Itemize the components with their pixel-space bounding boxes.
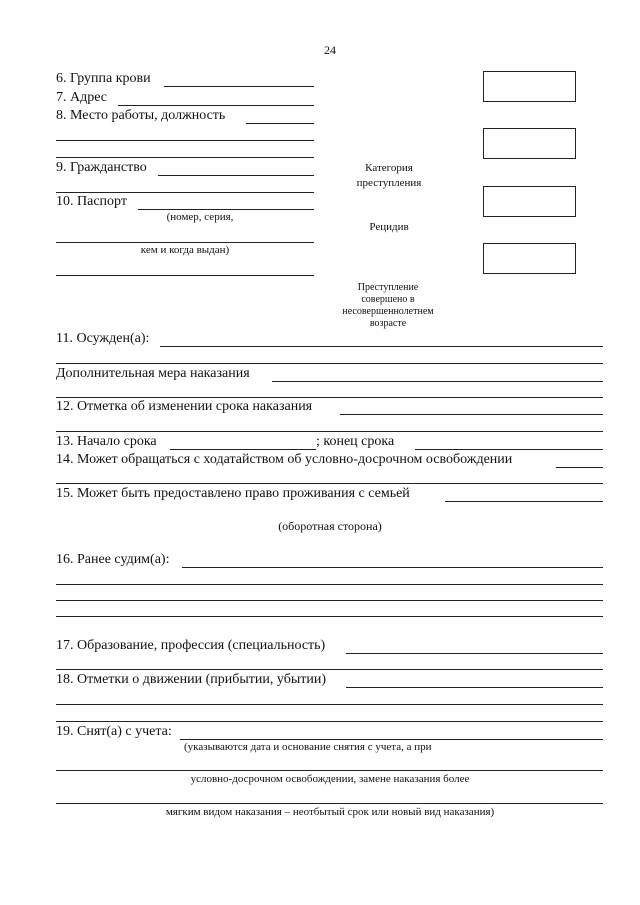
deregistered-label: 19. Снят(а) с учета: (56, 724, 172, 739)
blood-group-label: 6. Группа крови (56, 71, 151, 86)
previously-convicted-line-3[interactable] (56, 600, 603, 601)
workplace-label: 8. Место работы, должность (56, 108, 226, 123)
previously-convicted-field[interactable] (182, 567, 603, 568)
education-field[interactable] (346, 653, 603, 654)
blood-group-field[interactable] (164, 86, 314, 87)
parole-field[interactable] (556, 467, 603, 468)
movement-label: 18. Отметки о движении (прибытии, убытии) (56, 672, 327, 687)
reverse-side-label: (оборотная сторона) (278, 519, 382, 533)
movement-field[interactable] (346, 687, 603, 688)
checkbox-box-recidivism[interactable] (483, 186, 576, 217)
term-end-label: ; конец срока (316, 434, 395, 449)
convicted-field[interactable] (160, 346, 603, 347)
workplace-field[interactable] (246, 123, 314, 124)
deregistered-field[interactable] (180, 739, 603, 740)
additional-penalty-field-line-2[interactable] (56, 397, 603, 398)
workplace-field-line-3[interactable] (56, 157, 314, 158)
address-label: 7. Адрес (56, 90, 108, 105)
page-number: 24 (324, 43, 336, 57)
additional-penalty-field[interactable] (272, 381, 603, 382)
crime-category-label-2: преступления (356, 177, 422, 189)
deregistered-field-line-2[interactable] (56, 770, 603, 771)
family-living-label: 15. Может быть предоставлено право проживания с семьей (56, 486, 410, 501)
parole-field-line-2[interactable] (56, 483, 603, 484)
passport-field[interactable] (138, 209, 314, 210)
juvenile-label-3: несовершеннолетнем (342, 306, 434, 317)
recidivism-label: Рецидив (369, 221, 409, 233)
term-end-field[interactable] (415, 449, 603, 450)
convicted-field-line-2[interactable] (56, 363, 603, 364)
checkbox-box-juvenile[interactable] (483, 243, 576, 274)
citizenship-field[interactable] (158, 175, 314, 176)
deregistered-hint-1: (указываются дата и основание снятия с учета, а при (184, 741, 432, 753)
term-change-field-line-2[interactable] (56, 431, 603, 432)
passport-label: 10. Паспорт (56, 194, 127, 209)
passport-hint-number-series: (номер, серия, (166, 211, 234, 223)
previously-convicted-label: 16. Ранее судим(а): (56, 552, 170, 567)
deregistered-hint-2: условно-досрочном освобождении, замене наказания более (190, 773, 470, 785)
previously-convicted-line-4[interactable] (56, 616, 603, 617)
parole-label: 14. Может обращаться с ходатайством об условно-досрочном освобождении (56, 452, 513, 467)
address-field[interactable] (118, 105, 314, 106)
convicted-label: 11. Осужден(а): (56, 331, 150, 346)
checkbox-box-crime-category[interactable] (483, 128, 576, 159)
education-label: 17. Образование, профессия (специальность) (56, 638, 326, 653)
citizenship-label: 9. Гражданство (56, 160, 147, 175)
passport-field-line-2[interactable] (56, 242, 314, 243)
movement-field-line-3[interactable] (56, 721, 603, 722)
workplace-field-line-2[interactable] (56, 140, 314, 141)
passport-hint-issued: кем и когда выдан) (140, 244, 230, 256)
term-change-label: 12. Отметка об изменении срока наказания (56, 399, 313, 414)
crime-category-label-1: Категория (365, 162, 413, 174)
checkbox-box-1[interactable] (483, 71, 576, 102)
deregistered-field-line-3[interactable] (56, 803, 603, 804)
juvenile-label-2: совершено в (361, 294, 415, 305)
family-living-field[interactable] (445, 501, 603, 502)
juvenile-label-4: возрасте (369, 318, 407, 329)
additional-penalty-label: Дополнительная мера наказания (56, 366, 250, 381)
citizenship-field-line-2[interactable] (56, 192, 314, 193)
term-start-field[interactable] (170, 449, 316, 450)
deregistered-hint-3: мягким видом наказания – неотбытый срок или новый вид наказания) (165, 806, 495, 818)
previously-convicted-line-2[interactable] (56, 584, 603, 585)
juvenile-label-1: Преступление (357, 282, 419, 293)
education-field-line-2[interactable] (56, 669, 603, 670)
term-change-field[interactable] (340, 414, 603, 415)
term-start-label: 13. Начало срока (56, 434, 157, 449)
passport-field-line-3[interactable] (56, 275, 314, 276)
movement-field-line-2[interactable] (56, 704, 603, 705)
